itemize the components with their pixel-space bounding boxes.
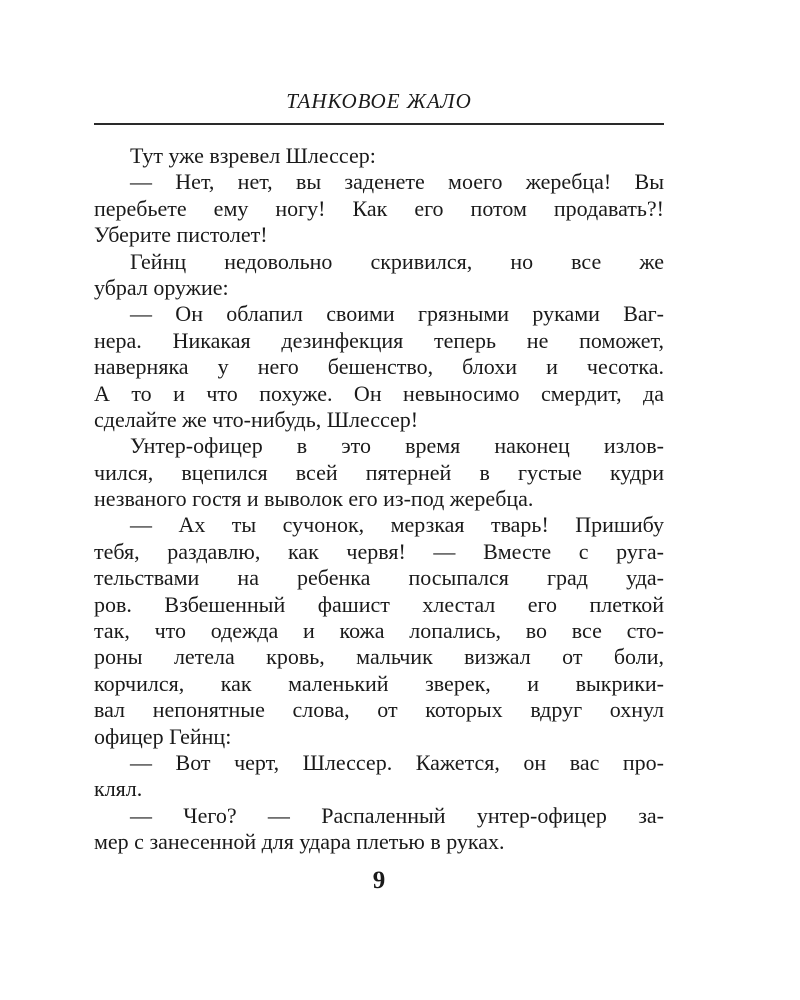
text-line: А то и что похуже. Он невыносимо смердит, да [94, 380, 664, 406]
text-line: так, что одежда и кожа лопались, во все сто- [94, 618, 664, 644]
text-line: Тут уже взревел Шлессер: [130, 143, 376, 168]
text-line: чился, вцепился всей пятерней в густые кудри [94, 459, 664, 485]
text-line: офицер Гейнц: [94, 723, 232, 749]
text-line: роны летела кровь, мальчик визжал от боли, [94, 644, 664, 670]
text-line: Гейнц недовольно скривился, но все же [130, 248, 664, 274]
text-line: — Вот черт, Шлессер. Кажется, он вас про- [130, 749, 664, 775]
page-number: 9 [372, 867, 386, 894]
text-line: ров. Взбешенный фашист хлестал его плеткой [94, 591, 664, 617]
text-line: Унтер-офицер в это время наконец излов- [130, 433, 664, 459]
text-line: — Ах ты сучонок, мерзкая тварь! Пришибу [130, 512, 664, 538]
text-line: вал непонятные слова, от которых вдруг охнул [94, 697, 664, 723]
header-rule [94, 123, 664, 125]
text-line: тебя, раздавлю, как червя! — Вместе с руга- [94, 538, 664, 564]
text-line: убрал оружие: [94, 274, 229, 300]
text-line: — Он облапил своими грязными руками Ваг- [130, 301, 664, 327]
text-line: тельствами на ребенка посыпался град уда- [94, 565, 664, 591]
text-line: корчился, как маленький зверек, и выкрики- [94, 670, 664, 696]
body-text [94, 143, 664, 856]
text-line: незваного гостя и выволок его из-под жеребца. [94, 486, 534, 512]
text-line: Уберите пистолет! [94, 222, 268, 248]
running-head: ТАНКОВОЕ ЖАЛО [286, 89, 472, 113]
text-line: перебьете ему ногу! Как его потом продавать?! [94, 195, 664, 221]
text-line: клял. [94, 776, 143, 802]
text-line: — Нет, нет, вы заденете моего жеребца! Вы [130, 169, 664, 195]
text-line: сделайте же что-нибудь, Шлессер! [94, 406, 419, 432]
text-line: — Чего? — Распаленный унтер-офицер за- [130, 802, 664, 828]
text-line: наверняка у него бешенство, блохи и чесотка. [94, 354, 664, 380]
text-line: нера. Никакая дезинфекция теперь не поможет, [94, 327, 664, 353]
text-line: мер с занесенной для удара плетью в руках. [94, 829, 505, 855]
